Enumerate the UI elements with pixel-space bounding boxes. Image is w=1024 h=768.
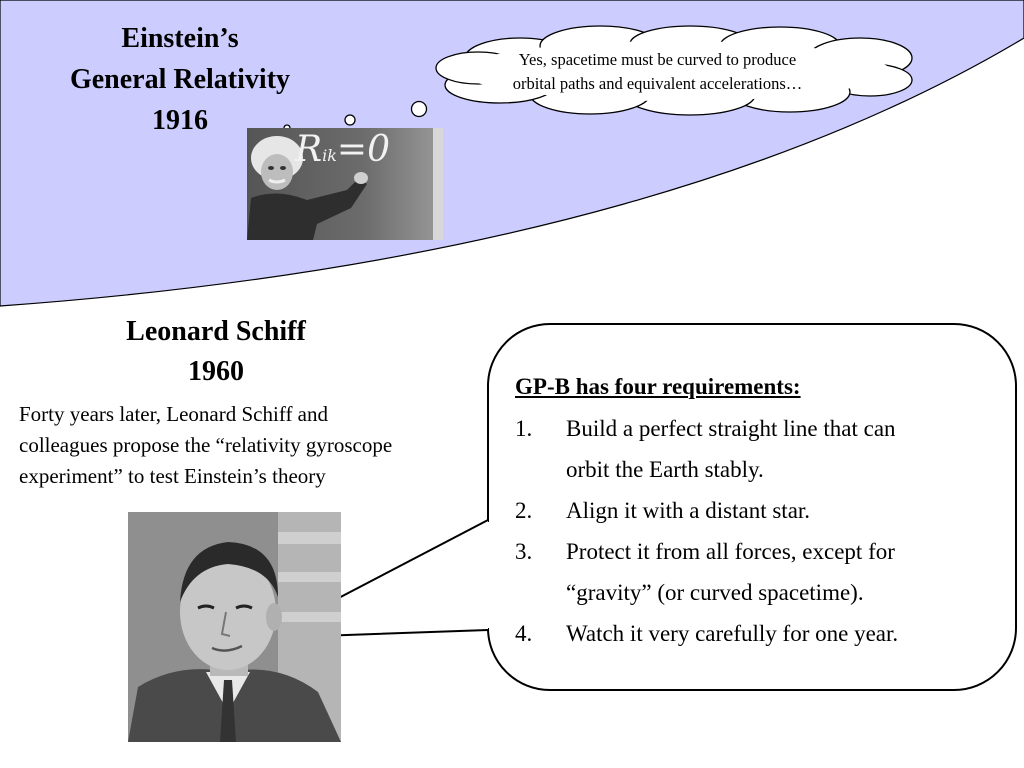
requirement-number: 4. xyxy=(515,621,533,646)
requirement-line: Protect it from all forces, except for xyxy=(566,539,895,564)
requirement-line: Watch it very carefully for one year. xyxy=(566,621,899,646)
schiff-title-year: 1960 xyxy=(188,356,244,387)
requirements-list xyxy=(515,408,995,654)
formula-symbol: R xyxy=(295,129,323,170)
einstein-title-line: Einstein’s xyxy=(121,23,239,54)
requirement-line: Build a perfect straight line that can xyxy=(566,416,896,441)
einstein-title-line: General Relativity xyxy=(69,64,291,95)
einstein-title-year: 1916 xyxy=(152,105,208,136)
schiff-desc-line: Forty years later, Leonard Schiff and xyxy=(19,402,329,426)
formula-subscript: ik xyxy=(322,146,337,165)
formula-equals: =0 xyxy=(336,129,390,170)
requirement-line: Align it with a distant star. xyxy=(566,498,811,523)
requirement-item xyxy=(515,531,995,613)
schiff-desc-line: experiment” to test Einstein’s theory xyxy=(19,464,326,488)
requirement-item xyxy=(515,408,995,490)
chalkboard-formula xyxy=(295,128,390,178)
schiff-description xyxy=(19,399,489,492)
schiff-portrait-photo xyxy=(128,512,341,742)
schiff-desc-line: colleagues propose the “relativity gyroscope xyxy=(19,433,393,457)
thought-cloud-text xyxy=(470,48,845,96)
schiff-title xyxy=(60,312,372,392)
schiff-portrait-icon xyxy=(128,512,341,742)
thought-line: Yes, spacetime must be curved to produce xyxy=(518,50,797,69)
requirement-number: 1. xyxy=(515,416,533,441)
einstein-title xyxy=(20,18,340,141)
einstein-chalkboard-photo xyxy=(247,128,443,240)
requirement-number: 2. xyxy=(515,498,533,523)
requirement-item xyxy=(515,613,995,654)
requirements-heading: GP-B has four requirements: xyxy=(515,374,801,399)
schiff-title-line: Leonard Schiff xyxy=(126,316,306,347)
requirement-line: “gravity” (or curved spacetime). xyxy=(566,580,864,605)
requirement-number: 3. xyxy=(515,539,533,564)
thought-line: orbital paths and equivalent accelerations… xyxy=(512,74,803,93)
requirement-item xyxy=(515,490,995,531)
requirement-line: orbit the Earth stably. xyxy=(566,457,764,482)
